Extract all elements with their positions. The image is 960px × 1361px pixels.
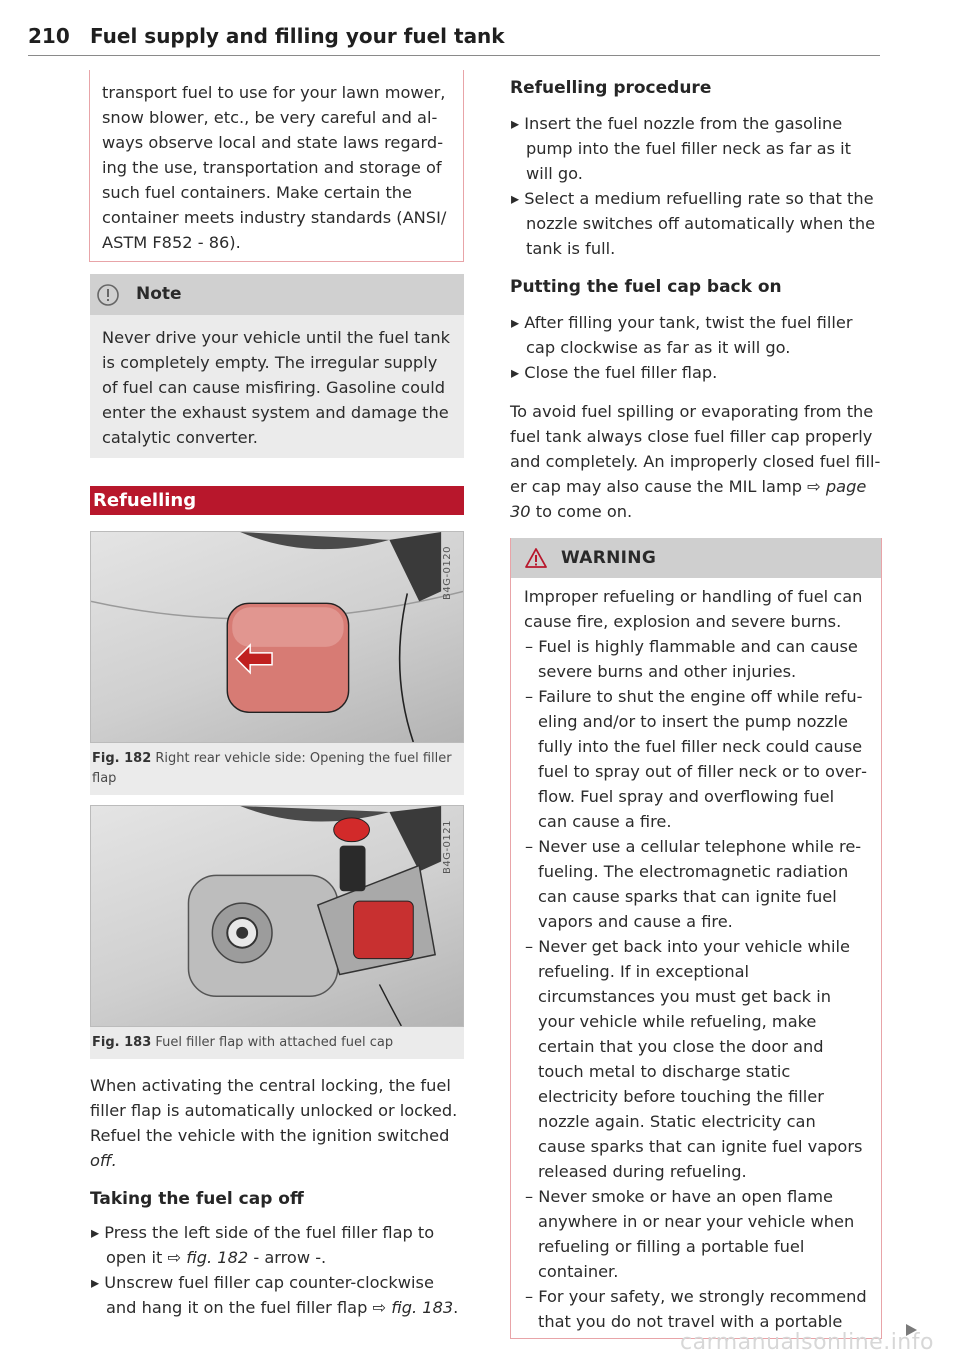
section-heading-refuelling: Refuelling: [90, 486, 464, 515]
step-tail: .: [453, 1298, 459, 1317]
left-column: [90, 70, 464, 1320]
cap-off-step-1: ▸ Press the left side of the fuel filler flap to open it ⇨ fig. 182 - arrow -.: [91, 1223, 435, 1267]
warning-triangle-icon: [525, 548, 547, 568]
warning-wrapper: [510, 538, 882, 1339]
figure-183: [90, 805, 464, 1059]
note-box: [90, 274, 464, 458]
step-text: Close the fuel filler flap.: [524, 363, 718, 382]
cap-on-step-1: ▸ After filling your tank, twist the fuel filler cap clockwise as far as it will go.: [511, 313, 853, 357]
step-text: Press the left side of the fuel filler flap to open it: [104, 1223, 435, 1267]
warning-item: – Never use a cellular telephone while refueling. The electromagnetic radiation can cause sparks that can ignite fuel vapors and cause a fire.: [525, 837, 862, 931]
figure-caption-text: Right rear vehicle side: Opening the fuel filler flap: [92, 751, 452, 786]
step-text: After filling your tank, twist the fuel filler cap clockwise as far as it will go.: [524, 313, 853, 357]
figure-label: Fig. 182: [92, 751, 152, 766]
figure-caption-text: Fuel filler flap with attached fuel cap: [155, 1035, 394, 1050]
cap-off-step-2: ▸ Unscrew fuel filler cap counter-clockwise and hang it on the fuel filler flap ⇨ fig. 183.: [91, 1273, 459, 1317]
note-title: Note: [136, 284, 182, 304]
figure-code: B4G-0121: [442, 820, 453, 875]
page-number: 210: [28, 24, 70, 48]
advice-text: To avoid fuel spilling or evaporating from the fuel tank always close fuel filler cap properly and completely. An improperly closed fuel filler cap may also cause the MIL lamp: [510, 402, 881, 496]
warning-item-text: Failure to shut the engine off while refueling and/or to insert the pump nozzle fully into the fuel filler neck could cause fuel to spray out of filler neck or to overflow. Fuel spray and overflowing fuel can cause a fire.: [538, 687, 868, 831]
warning-box: [510, 538, 882, 1339]
cap-off-heading: Taking the fuel cap off: [90, 1189, 304, 1209]
warning-item: – Never smoke or have an open flame anywhere in or near your vehicle when refueling or filling a portable fuel container.: [525, 1187, 855, 1281]
page-30-link[interactable]: ⇨ page 30: [510, 477, 867, 521]
warning-item-text: Never get back into your vehicle while refueling. If in exceptional circumstances you must get back in your vehicle while refueling, make certain that you close the door and touch metal to discharge static electricity before touching the filler nozzle again. Static electricity can cause sparks that can ignite fuel vapors released during refueling.: [538, 937, 863, 1181]
refuelling-intro-paragraph: [90, 1073, 464, 1173]
warning-body: [511, 578, 881, 1338]
step-tail: - arrow -.: [248, 1248, 327, 1267]
refuelling-intro-text: When activating the central locking, the fuel filler flap is automatically unlocked or locked. Refuel the vehicle with the ignition switched: [90, 1076, 458, 1145]
step-text: Insert the fuel nozzle from the gasoline pump into the fuel filler neck as far as it will go.: [524, 114, 851, 183]
warning-item-text: Fuel is highly flammable and can cause severe burns and other injuries.: [538, 637, 858, 681]
continued-warning-box: [89, 70, 464, 262]
warning-item-text: For your safety, we strongly recommend that you do not travel with a portable: [538, 1287, 867, 1331]
warning-intro: Improper refueling or handling of fuel can cause fire, explosion and severe burns.: [524, 587, 863, 631]
figure-182-link[interactable]: ⇨ fig. 182: [167, 1248, 249, 1267]
info-exclamation-icon: [96, 283, 120, 307]
procedure-heading: Refuelling procedure: [510, 78, 712, 98]
car-rear-side-drawing: [91, 532, 463, 742]
chapter-title: Fuel supply and filling your fuel tank: [90, 24, 505, 48]
right-column: [510, 70, 882, 1339]
warning-item-text: Never smoke or have an open flame anywhere in or near your vehicle when refueling or filling a portable fuel container.: [538, 1187, 855, 1281]
procedure-step-2: ▸ Select a medium refuelling rate so that the nozzle switches off automatically when the tank is full.: [511, 189, 876, 258]
warning-item: – Never get back into your vehicle while refueling. If in exceptional circumstances you must get back in your vehicle while refueling, make certain that you close the door and touch metal to discharge static electricity before touching the filler nozzle again. Static electricity can cause sparks that can ignite fuel vapors released during refueling.: [525, 937, 863, 1181]
figure-label: Fig. 183: [92, 1035, 152, 1050]
step-text: Unscrew fuel filler cap counter-clockwise and hang it on the fuel filler flap: [104, 1273, 434, 1317]
warning-item: – Fuel is highly flammable and can cause severe burns and other injuries.: [525, 637, 858, 681]
warning-item: – Failure to shut the engine off while refueling and/or to insert the pump nozzle fully into the fuel filler neck could cause fuel to spray out of filler neck or to overflow. Fuel spray and overflowing fuel can cause a fire.: [525, 687, 868, 831]
warning-item: – For your safety, we strongly recommend that you do not travel with a portable: [525, 1287, 867, 1331]
note-body: [90, 315, 464, 458]
warning-header: [511, 538, 881, 578]
note-text: Never drive your vehicle until the fuel tank is completely empty. The irregular supply of fuel can cause misfiring. Gasoline could enter the exhaust system and damage the catalytic converter.: [102, 328, 451, 447]
watermark: carmanualsonline.info: [680, 1330, 934, 1355]
figure-code: B4G-0120: [442, 546, 453, 601]
figure-182: [90, 531, 464, 795]
warning-title: WARNING: [561, 547, 657, 568]
fuel-flap-open-illustration: [90, 805, 464, 1027]
ignition-off-text: off.: [90, 1151, 117, 1170]
figure-caption: [90, 1027, 464, 1059]
cap-on-step-2: ▸ Close the fuel filler flap.: [511, 363, 718, 382]
step-text: Select a medium refuelling rate so that the nozzle switches off automatically when the tank is full.: [524, 189, 876, 258]
procedure-step-1: ▸ Insert the fuel nozzle from the gasoline pump into the fuel filler neck as far as it will go.: [511, 114, 851, 183]
figure-caption: [90, 743, 464, 795]
advice-tail: to come on.: [530, 502, 633, 521]
warning-item-text: Never use a cellular telephone while refueling. The electromagnetic radiation can cause sparks that can ignite fuel vapors and cause a fire.: [538, 837, 862, 931]
page-header: [28, 22, 880, 56]
figure-183-link[interactable]: ⇨ fig. 183: [372, 1298, 454, 1317]
fuel-flap-closed-illustration: [90, 531, 464, 743]
cap-on-heading: Putting the fuel cap back on: [510, 277, 782, 297]
fuel-cap-advice-paragraph: [510, 399, 882, 524]
note-header: [90, 274, 464, 315]
fuel-cap-drawing: [91, 806, 463, 1026]
continued-warning-text: transport fuel to use for your lawn mower, snow blower, etc., be very careful and always observe local and state laws regarding the use, transportation and storage of such fuel containers. Make certain the container meets industry standards (ANSI/ ASTM F852 - 86).: [102, 83, 447, 252]
